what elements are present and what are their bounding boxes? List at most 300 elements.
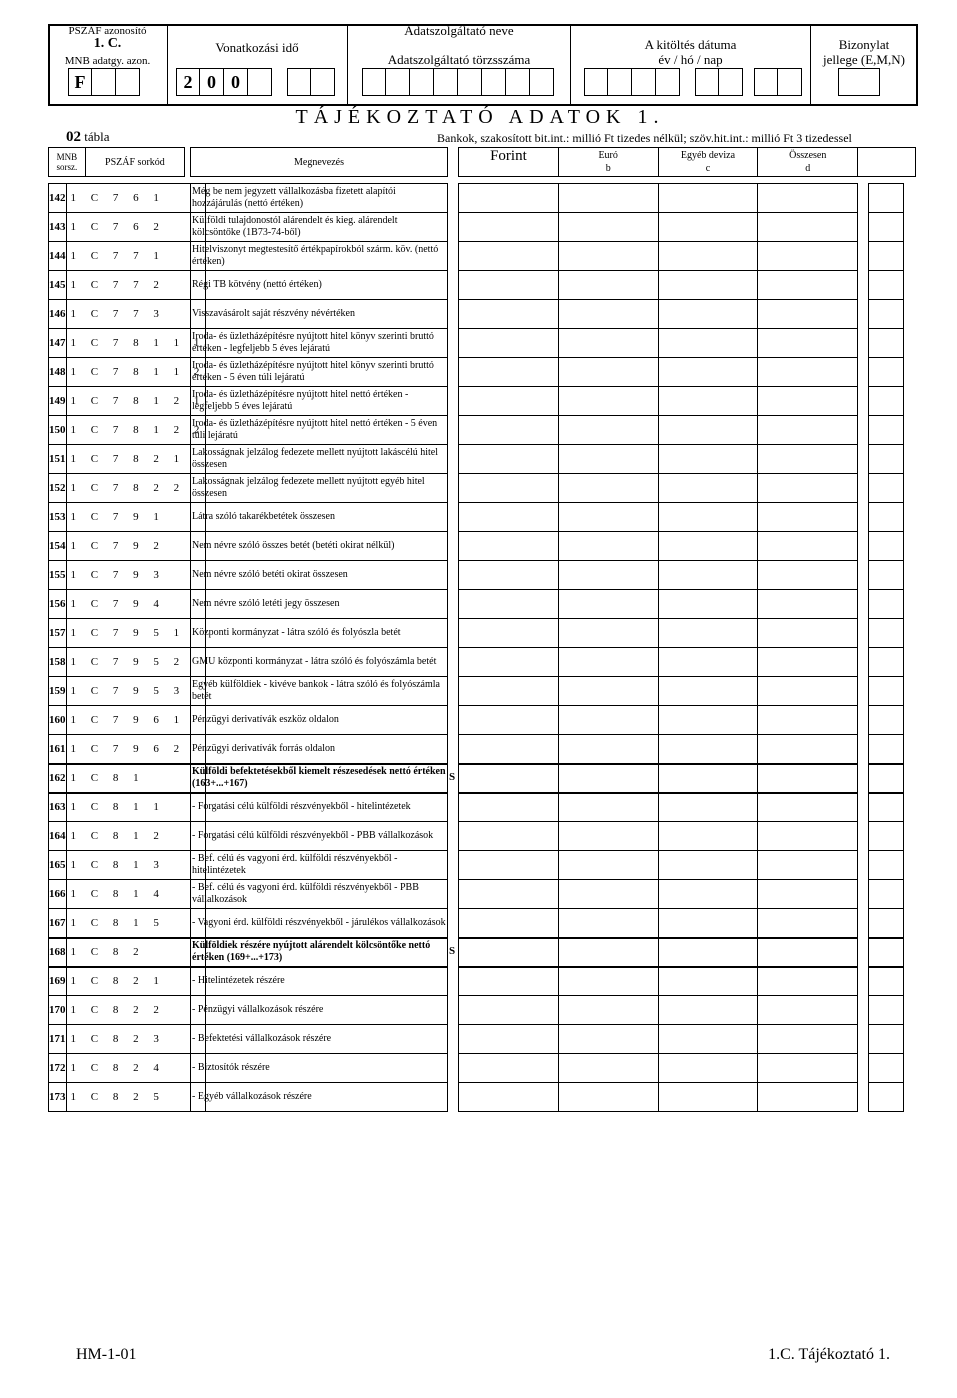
forint-input-cell[interactable] bbox=[459, 329, 559, 358]
row-number: 171 bbox=[49, 1025, 67, 1054]
row-number: 148 bbox=[49, 358, 67, 387]
euro-input-cell[interactable] bbox=[558, 1025, 658, 1054]
mnb-id-cell[interactable] bbox=[92, 68, 116, 96]
total-input-cell[interactable] bbox=[758, 1025, 858, 1054]
check-cell[interactable] bbox=[869, 503, 904, 532]
other-currency-input-cell[interactable] bbox=[658, 1083, 758, 1112]
check-cell[interactable] bbox=[869, 242, 904, 271]
table-row bbox=[49, 445, 206, 474]
forint-input-cell[interactable] bbox=[459, 677, 559, 706]
row-description: Pénzügyi derivatívák forrás oldalon bbox=[191, 735, 448, 764]
row-code: 1 C 8 2 4 bbox=[66, 1054, 206, 1083]
fill-year-cells[interactable] bbox=[584, 68, 680, 96]
euro-input-cell[interactable] bbox=[558, 938, 658, 967]
check-cell[interactable] bbox=[869, 561, 904, 590]
mnb-id-cells[interactable] bbox=[68, 68, 140, 96]
forint-input-cell[interactable] bbox=[459, 996, 559, 1025]
table-row bbox=[869, 271, 904, 300]
total-input-cell[interactable] bbox=[758, 880, 858, 909]
provider-reg-cells[interactable] bbox=[362, 68, 554, 96]
check-cell[interactable] bbox=[869, 793, 904, 822]
check-cell[interactable] bbox=[869, 619, 904, 648]
total-input-cell[interactable] bbox=[758, 300, 858, 329]
sum-markers bbox=[449, 183, 458, 1111]
total-input-cell[interactable] bbox=[758, 1054, 858, 1083]
total-input-cell[interactable] bbox=[758, 242, 858, 271]
other-currency-input-cell[interactable] bbox=[658, 938, 758, 967]
row-code: 1 C 7 8 2 1 bbox=[66, 445, 206, 474]
table-row bbox=[191, 967, 448, 996]
row-code: 1 C 7 7 2 bbox=[66, 271, 206, 300]
row-description: Külföldiek részére nyújtott alárendelt kölcsöntőke nettó értéken (169+...+173) bbox=[191, 938, 448, 967]
row-description: Nem névre szóló összes betét (betéti okirat nélkül) bbox=[191, 532, 448, 561]
forint-input-cell[interactable] bbox=[459, 793, 559, 822]
euro-input-cell[interactable] bbox=[558, 648, 658, 677]
table-row bbox=[191, 677, 448, 706]
check-cell[interactable] bbox=[869, 445, 904, 474]
other-currency-input-cell[interactable] bbox=[658, 1054, 758, 1083]
forint-input-cell[interactable] bbox=[459, 590, 559, 619]
row-description: - Bef. célú és vagyoni érd. külföldi részvényekből - hitelintézetek bbox=[191, 851, 448, 880]
euro-input-cell[interactable] bbox=[558, 590, 658, 619]
total-input-cell[interactable] bbox=[758, 677, 858, 706]
check-cell[interactable] bbox=[869, 184, 904, 213]
page-title: TÁJÉKOZTATÓ ADATOK 1. bbox=[295, 106, 665, 128]
sum-marker bbox=[449, 299, 458, 328]
euro-input-cell[interactable] bbox=[558, 822, 658, 851]
forint-input-cell[interactable] bbox=[459, 213, 559, 242]
other-currency-input-cell[interactable] bbox=[658, 184, 758, 213]
check-cell[interactable] bbox=[869, 735, 904, 764]
provider-name-label: Adatszolgáltató neve bbox=[404, 23, 514, 38]
row-code: 1 C 7 9 5 3 bbox=[66, 677, 206, 706]
table-row bbox=[191, 793, 448, 822]
check-cell[interactable] bbox=[869, 1083, 904, 1112]
forint-input-cell[interactable] bbox=[459, 242, 559, 271]
euro-input-cell[interactable] bbox=[558, 764, 658, 793]
euro-input-cell[interactable] bbox=[558, 474, 658, 503]
other-currency-input-cell[interactable] bbox=[658, 445, 758, 474]
total-input-cell[interactable] bbox=[758, 445, 858, 474]
table-row bbox=[191, 735, 448, 764]
total-input-cell[interactable] bbox=[758, 416, 858, 445]
check-cell[interactable] bbox=[869, 271, 904, 300]
euro-input-cell[interactable] bbox=[558, 242, 658, 271]
check-cell[interactable] bbox=[869, 387, 904, 416]
fill-day-cell[interactable] bbox=[754, 68, 778, 96]
other-currency-input-cell[interactable] bbox=[658, 300, 758, 329]
other-currency-input-cell[interactable] bbox=[658, 880, 758, 909]
check-cell[interactable] bbox=[869, 329, 904, 358]
sum-marker bbox=[449, 270, 458, 299]
table-row bbox=[49, 793, 206, 822]
ref-month-cell[interactable] bbox=[311, 68, 335, 96]
euro-input-cell[interactable] bbox=[558, 851, 658, 880]
table-row bbox=[869, 213, 904, 242]
check-cell[interactable] bbox=[869, 1054, 904, 1083]
row-code: 1 C 7 7 3 bbox=[66, 300, 206, 329]
total-input-cell[interactable] bbox=[758, 619, 858, 648]
row-code: 1 C 8 2 3 bbox=[66, 1025, 206, 1054]
provider-reg-cell[interactable] bbox=[482, 68, 506, 96]
total-input-cell[interactable] bbox=[758, 387, 858, 416]
euro-input-cell[interactable] bbox=[558, 1054, 658, 1083]
doc-type-sub: jellege (E,M,N) bbox=[823, 52, 905, 67]
fill-date-label: A kitöltés dátuma bbox=[644, 37, 737, 52]
sum-marker: S bbox=[449, 945, 456, 957]
forint-input-cell[interactable] bbox=[459, 271, 559, 300]
ref-month-cells[interactable] bbox=[287, 68, 335, 96]
table-row bbox=[459, 764, 858, 793]
mnb-id-cell[interactable] bbox=[116, 68, 140, 96]
total-input-cell[interactable] bbox=[758, 1083, 858, 1112]
euro-input-cell[interactable] bbox=[558, 561, 658, 590]
check-cell[interactable] bbox=[869, 851, 904, 880]
euro-input-cell[interactable] bbox=[558, 503, 658, 532]
other-currency-input-cell[interactable] bbox=[658, 503, 758, 532]
total-input-cell[interactable] bbox=[758, 764, 858, 793]
col-total-letter: d bbox=[805, 163, 811, 174]
row-code: 1 C 7 8 1 1 1 bbox=[66, 329, 206, 358]
forint-input-cell[interactable] bbox=[459, 967, 559, 996]
euro-input-cell[interactable] bbox=[558, 416, 658, 445]
table-row bbox=[49, 764, 206, 793]
total-input-cell[interactable] bbox=[758, 822, 858, 851]
check-cell[interactable] bbox=[869, 938, 904, 967]
table-row bbox=[49, 242, 206, 271]
col-forint-label: Forint bbox=[490, 148, 527, 164]
fill-day-cell[interactable] bbox=[778, 68, 802, 96]
row-description: Lakosságnak jelzálog fedezete mellett nyújtott egyéb hitel összesen bbox=[191, 474, 448, 503]
check-cell[interactable] bbox=[869, 706, 904, 735]
total-input-cell[interactable] bbox=[758, 851, 858, 880]
data-table-check bbox=[868, 183, 904, 1112]
other-currency-input-cell[interactable] bbox=[658, 822, 758, 851]
euro-input-cell[interactable] bbox=[558, 300, 658, 329]
sum-marker bbox=[449, 531, 458, 560]
other-currency-input-cell[interactable] bbox=[658, 706, 758, 735]
sum-marker bbox=[449, 1082, 458, 1111]
table-row bbox=[459, 648, 858, 677]
provider-reg-cell[interactable] bbox=[458, 68, 482, 96]
total-input-cell[interactable] bbox=[758, 793, 858, 822]
euro-input-cell[interactable] bbox=[558, 271, 658, 300]
other-currency-input-cell[interactable] bbox=[658, 416, 758, 445]
total-input-cell[interactable] bbox=[758, 909, 858, 938]
table-row bbox=[49, 329, 206, 358]
table-row bbox=[49, 561, 206, 590]
euro-input-cell[interactable] bbox=[558, 619, 658, 648]
provider-reg-cell[interactable] bbox=[410, 68, 434, 96]
table-row bbox=[869, 851, 904, 880]
row-code: 1 C 8 2 1 bbox=[66, 967, 206, 996]
row-description: Nem névre szóló letéti jegy összesen bbox=[191, 590, 448, 619]
row-number: 166 bbox=[49, 880, 67, 909]
check-cell[interactable] bbox=[869, 822, 904, 851]
other-currency-input-cell[interactable] bbox=[658, 532, 758, 561]
pszaf-id: 1. C. bbox=[93, 36, 122, 51]
fill-year-cell[interactable] bbox=[632, 68, 656, 96]
table-word: tábla bbox=[84, 129, 110, 144]
table-row bbox=[49, 735, 206, 764]
table-row bbox=[459, 677, 858, 706]
forint-input-cell[interactable] bbox=[459, 532, 559, 561]
table-row bbox=[869, 1025, 904, 1054]
row-description: Hitelviszonyt megtestesítő értékpapírokból szárm. köv. (nettó értéken) bbox=[191, 242, 448, 271]
table-row bbox=[49, 474, 206, 503]
other-currency-input-cell[interactable] bbox=[658, 648, 758, 677]
forint-input-cell[interactable] bbox=[459, 300, 559, 329]
row-number: 165 bbox=[49, 851, 67, 880]
row-code: 1 C 8 2 2 bbox=[66, 996, 206, 1025]
forint-input-cell[interactable] bbox=[459, 561, 559, 590]
forint-input-cell[interactable] bbox=[459, 358, 559, 387]
table-row bbox=[869, 445, 904, 474]
total-input-cell[interactable] bbox=[758, 561, 858, 590]
data-table-names bbox=[190, 183, 448, 1112]
euro-input-cell[interactable] bbox=[558, 677, 658, 706]
row-number: 151 bbox=[49, 445, 67, 474]
euro-input-cell[interactable] bbox=[558, 735, 658, 764]
table-row bbox=[191, 764, 448, 793]
fill-month-cell[interactable] bbox=[695, 68, 719, 96]
row-code: 1 C 7 9 4 bbox=[66, 590, 206, 619]
row-code: 1 C 8 1 3 bbox=[66, 851, 206, 880]
other-currency-input-cell[interactable] bbox=[658, 561, 758, 590]
other-currency-input-cell[interactable] bbox=[658, 909, 758, 938]
row-description: - Hitelintézetek részére bbox=[191, 967, 448, 996]
row-code: 1 C 8 1 4 bbox=[66, 880, 206, 909]
total-input-cell[interactable] bbox=[758, 967, 858, 996]
forint-input-cell[interactable] bbox=[459, 938, 559, 967]
total-input-cell[interactable] bbox=[758, 184, 858, 213]
col-name bbox=[191, 148, 448, 177]
table-row bbox=[191, 474, 448, 503]
check-cell[interactable] bbox=[869, 590, 904, 619]
other-currency-input-cell[interactable] bbox=[658, 387, 758, 416]
euro-input-cell[interactable] bbox=[558, 358, 658, 387]
forint-input-cell[interactable] bbox=[459, 445, 559, 474]
total-input-cell[interactable] bbox=[758, 996, 858, 1025]
forint-input-cell[interactable] bbox=[459, 474, 559, 503]
table-row bbox=[869, 416, 904, 445]
doc-type-cells[interactable] bbox=[838, 68, 880, 96]
other-currency-input-cell[interactable] bbox=[658, 242, 758, 271]
table-row bbox=[49, 851, 206, 880]
forint-input-cell[interactable] bbox=[459, 880, 559, 909]
table-row bbox=[49, 1083, 206, 1112]
table-row bbox=[49, 1025, 206, 1054]
forint-input-cell[interactable] bbox=[459, 416, 559, 445]
forint-input-cell[interactable] bbox=[459, 706, 559, 735]
check-cell[interactable] bbox=[869, 213, 904, 242]
sum-marker bbox=[449, 908, 458, 937]
other-currency-input-cell[interactable] bbox=[658, 1025, 758, 1054]
ref-time-label: Vonatkozási idő bbox=[215, 40, 299, 55]
sum-marker bbox=[449, 995, 458, 1024]
fill-month-cell[interactable] bbox=[719, 68, 743, 96]
table-row bbox=[869, 503, 904, 532]
fill-day-cells[interactable] bbox=[754, 68, 802, 96]
row-description: Visszavásárolt saját részvény névértéken bbox=[191, 300, 448, 329]
sum-marker bbox=[449, 618, 458, 647]
table-row bbox=[459, 300, 858, 329]
other-currency-input-cell[interactable] bbox=[658, 996, 758, 1025]
other-currency-input-cell[interactable] bbox=[658, 735, 758, 764]
euro-input-cell[interactable] bbox=[558, 706, 658, 735]
total-input-cell[interactable] bbox=[758, 474, 858, 503]
euro-input-cell[interactable] bbox=[558, 996, 658, 1025]
column-header-values bbox=[458, 147, 916, 177]
euro-input-cell[interactable] bbox=[558, 880, 658, 909]
forint-input-cell[interactable] bbox=[459, 822, 559, 851]
fill-year-cell[interactable] bbox=[608, 68, 632, 96]
check-cell[interactable] bbox=[869, 1025, 904, 1054]
euro-input-cell[interactable] bbox=[558, 329, 658, 358]
row-number: 173 bbox=[49, 1083, 67, 1112]
total-input-cell[interactable] bbox=[758, 213, 858, 242]
check-cell[interactable] bbox=[869, 300, 904, 329]
table-row bbox=[191, 387, 448, 416]
col-euro-label: Euró bbox=[598, 150, 618, 161]
table-row bbox=[191, 706, 448, 735]
total-input-cell[interactable] bbox=[758, 648, 858, 677]
check-cell[interactable] bbox=[869, 764, 904, 793]
fill-month-cells[interactable] bbox=[695, 68, 743, 96]
table-row bbox=[869, 648, 904, 677]
other-currency-input-cell[interactable] bbox=[658, 358, 758, 387]
total-input-cell[interactable] bbox=[758, 532, 858, 561]
euro-input-cell[interactable] bbox=[558, 213, 658, 242]
row-description: Iroda- és üzletházépítésre nyújtott hitel nettó értéken - legfeljebb 5 éves lejáratú bbox=[191, 387, 448, 416]
total-input-cell[interactable] bbox=[758, 590, 858, 619]
forint-input-cell[interactable] bbox=[459, 909, 559, 938]
other-currency-input-cell[interactable] bbox=[658, 793, 758, 822]
forint-input-cell[interactable] bbox=[459, 648, 559, 677]
forint-input-cell[interactable] bbox=[459, 851, 559, 880]
check-cell[interactable] bbox=[869, 909, 904, 938]
total-input-cell[interactable] bbox=[758, 706, 858, 735]
check-cell[interactable] bbox=[869, 648, 904, 677]
total-input-cell[interactable] bbox=[758, 735, 858, 764]
row-code: 1 C 7 6 2 bbox=[66, 213, 206, 242]
table-row bbox=[49, 677, 206, 706]
other-currency-input-cell[interactable] bbox=[658, 474, 758, 503]
table-row bbox=[191, 648, 448, 677]
euro-input-cell[interactable] bbox=[558, 445, 658, 474]
table-row bbox=[191, 851, 448, 880]
row-number: 156 bbox=[49, 590, 67, 619]
provider-reg-cell[interactable] bbox=[506, 68, 530, 96]
forint-input-cell[interactable] bbox=[459, 764, 559, 793]
fill-date-sub: év / hó / nap bbox=[658, 52, 723, 67]
euro-input-cell[interactable] bbox=[558, 532, 658, 561]
fill-year-cell[interactable] bbox=[584, 68, 608, 96]
euro-input-cell[interactable] bbox=[558, 909, 658, 938]
other-currency-input-cell[interactable] bbox=[658, 764, 758, 793]
forint-input-cell[interactable] bbox=[459, 184, 559, 213]
table-row bbox=[459, 590, 858, 619]
table-row bbox=[869, 242, 904, 271]
check-cell[interactable] bbox=[869, 358, 904, 387]
table-row bbox=[869, 880, 904, 909]
check-cell[interactable] bbox=[869, 996, 904, 1025]
other-currency-input-cell[interactable] bbox=[658, 271, 758, 300]
provider-reg-cell[interactable] bbox=[434, 68, 458, 96]
sum-marker bbox=[449, 850, 458, 879]
forint-input-cell[interactable] bbox=[459, 735, 559, 764]
total-input-cell[interactable] bbox=[758, 271, 858, 300]
table-row bbox=[459, 880, 858, 909]
check-cell[interactable] bbox=[869, 532, 904, 561]
ref-month-cell[interactable] bbox=[287, 68, 311, 96]
ref-year-digit: 2 bbox=[176, 68, 200, 96]
euro-input-cell[interactable] bbox=[558, 793, 658, 822]
euro-input-cell[interactable] bbox=[558, 387, 658, 416]
provider-reg-cell[interactable] bbox=[362, 68, 386, 96]
row-code: 1 C 7 9 5 1 bbox=[66, 619, 206, 648]
table-row bbox=[191, 909, 448, 938]
total-input-cell[interactable] bbox=[758, 358, 858, 387]
total-input-cell[interactable] bbox=[758, 938, 858, 967]
check-cell[interactable] bbox=[869, 880, 904, 909]
other-currency-input-cell[interactable] bbox=[658, 329, 758, 358]
sum-marker bbox=[449, 328, 458, 357]
other-currency-input-cell[interactable] bbox=[658, 590, 758, 619]
other-currency-input-cell[interactable] bbox=[658, 213, 758, 242]
col-euro bbox=[558, 148, 658, 177]
forint-input-cell[interactable] bbox=[459, 503, 559, 532]
provider-reg-cell[interactable] bbox=[386, 68, 410, 96]
euro-input-cell[interactable] bbox=[558, 184, 658, 213]
other-currency-input-cell[interactable] bbox=[658, 851, 758, 880]
check-cell[interactable] bbox=[869, 416, 904, 445]
col-other-label: Egyéb deviza bbox=[680, 150, 736, 161]
ref-year-cells[interactable] bbox=[176, 68, 272, 96]
check-cell[interactable] bbox=[869, 474, 904, 503]
table-row bbox=[191, 271, 448, 300]
forint-input-cell[interactable] bbox=[459, 387, 559, 416]
other-currency-input-cell[interactable] bbox=[658, 677, 758, 706]
forint-input-cell[interactable] bbox=[459, 619, 559, 648]
check-cell[interactable] bbox=[869, 677, 904, 706]
total-input-cell[interactable] bbox=[758, 329, 858, 358]
row-number: 160 bbox=[49, 706, 67, 735]
fill-year-cell[interactable] bbox=[656, 68, 680, 96]
ref-year-cell[interactable] bbox=[248, 68, 272, 96]
forint-input-cell[interactable] bbox=[459, 1025, 559, 1054]
forint-input-cell[interactable] bbox=[459, 1054, 559, 1083]
other-currency-input-cell[interactable] bbox=[658, 619, 758, 648]
check-cell[interactable] bbox=[869, 967, 904, 996]
table-row bbox=[459, 503, 858, 532]
table-row bbox=[191, 242, 448, 271]
row-number: 145 bbox=[49, 271, 67, 300]
total-input-cell[interactable] bbox=[758, 503, 858, 532]
euro-input-cell[interactable] bbox=[558, 1083, 658, 1112]
forint-input-cell[interactable] bbox=[459, 1083, 559, 1112]
row-number: 147 bbox=[49, 329, 67, 358]
provider-reg-cell[interactable] bbox=[530, 68, 554, 96]
table-row bbox=[49, 880, 206, 909]
euro-input-cell[interactable] bbox=[558, 967, 658, 996]
col-mnb-label: MNB sorsz. bbox=[56, 152, 78, 172]
doc-type-cell[interactable] bbox=[838, 68, 880, 96]
col-check bbox=[858, 148, 916, 177]
table-row bbox=[191, 1054, 448, 1083]
table-row bbox=[869, 938, 904, 967]
other-currency-input-cell[interactable] bbox=[658, 967, 758, 996]
